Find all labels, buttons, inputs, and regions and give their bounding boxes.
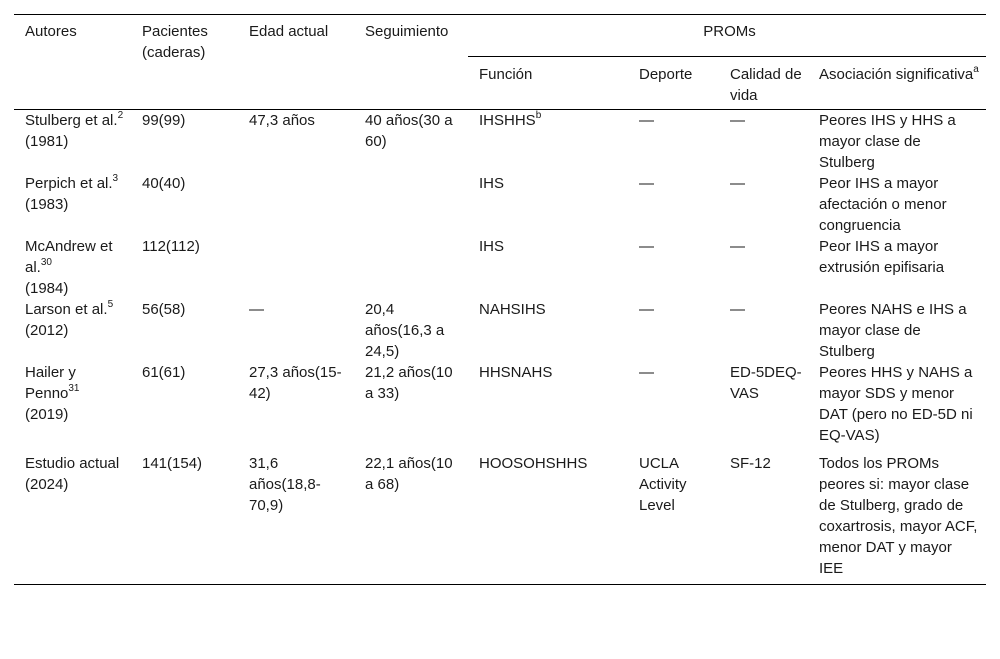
footnote-marker: a: [973, 64, 979, 75]
table-container: [14, 14, 986, 585]
header-edad: Edad actual: [249, 23, 329, 40]
cell-funcion: [468, 299, 628, 362]
cell-calidad: —: [730, 175, 745, 192]
cell-seguimiento: [354, 173, 468, 236]
cell-pacientes: 141(154): [142, 455, 203, 472]
reference-marker: 30: [40, 257, 52, 268]
cell-seguimiento: [354, 236, 468, 299]
funcion-text: NAHSIHS: [479, 301, 546, 318]
cell-funcion: [468, 110, 628, 174]
cell-calidad: —: [730, 301, 745, 318]
footnote-marker: b: [535, 110, 542, 121]
cell-pacientes: 40(40): [142, 175, 186, 192]
cell-edad: [238, 236, 354, 299]
funcion-text: HHSNAHS: [479, 364, 553, 381]
cell-autor: [14, 173, 131, 236]
cell-seguimiento: 40 años(30 a 60): [365, 112, 453, 150]
cell-deporte: —: [639, 364, 654, 381]
cell-autor: [14, 110, 131, 174]
header-asociacion-text: Asociación significativa: [819, 66, 974, 83]
table-row: [14, 299, 986, 362]
cell-autor: [14, 299, 131, 362]
reference-marker: 31: [68, 383, 80, 394]
autor-year: (2012): [25, 322, 69, 339]
funcion-text: IHS: [479, 238, 505, 255]
table-row: [14, 236, 986, 299]
cell-deporte: UCLA Activity Level: [639, 455, 687, 514]
cell-seguimiento: 22,1 años(10 a 68): [365, 455, 453, 493]
cell-calidad: ED-5DEQ-VAS: [730, 364, 802, 402]
table-row: [14, 446, 986, 585]
reference-marker: 3: [112, 173, 119, 184]
cell-autor: [14, 362, 131, 446]
cell-asociacion: Peores HHS y NAHS a mayor SDS y menor DAT (pero no ED-5D ni EQ-VAS): [819, 364, 973, 444]
cell-edad: 31,6 años(18,8-70,9): [249, 455, 321, 514]
header-autores: Autores: [25, 23, 77, 40]
cell-funcion: [468, 362, 628, 446]
autor-year: (1981): [25, 133, 69, 150]
cell-funcion: [468, 446, 628, 585]
reference-marker: 2: [117, 110, 124, 121]
table-row: [14, 362, 986, 446]
cell-deporte: —: [639, 112, 654, 129]
autor-year: (2019): [25, 406, 69, 423]
autor-year: (1983): [25, 196, 69, 213]
cell-autor: [14, 236, 131, 299]
table-body: [14, 110, 986, 585]
cell-seguimiento: 20,4 años(16,3 a 24,5): [365, 301, 445, 360]
cell-funcion: [468, 236, 628, 299]
cell-pacientes: 99(99): [142, 112, 186, 129]
header-funcion: Función: [479, 66, 533, 83]
proms-table: [14, 14, 986, 585]
autor-year: (1984): [25, 280, 69, 297]
reference-marker: 5: [107, 299, 114, 310]
cell-seguimiento: 21,2 años(10 a 33): [365, 364, 453, 402]
cell-calidad: —: [730, 238, 745, 255]
cell-edad: 47,3 años: [249, 112, 315, 129]
cell-asociacion: Peor IHS a mayor extrusión epifisaria: [819, 238, 945, 276]
cell-pacientes: 112(112): [142, 238, 200, 255]
cell-edad: [238, 173, 354, 236]
autor-name: Stulberg et al.: [25, 112, 118, 129]
cell-asociacion: Peores NAHS e IHS a mayor clase de Stulberg: [819, 301, 967, 360]
cell-asociacion: Peores IHS y HHS a mayor clase de Stulberg: [819, 112, 956, 171]
header-pacientes: Pacientes (caderas): [142, 23, 208, 61]
funcion-text: HOOSOHSHHS: [479, 455, 588, 472]
cell-deporte: —: [639, 301, 654, 318]
autor-name: Estudio actual: [25, 455, 120, 472]
funcion-text: IHS: [479, 175, 505, 192]
table-header: [14, 15, 986, 110]
cell-edad: 27,3 años(15-42): [249, 364, 342, 402]
table-row: [14, 173, 986, 236]
cell-asociacion: Peor IHS a mayor afectación o menor congruencia: [819, 175, 947, 234]
cell-funcion: [468, 173, 628, 236]
funcion-text: IHSHHS: [479, 112, 536, 129]
header-asociacion: [808, 57, 986, 110]
cell-autor: [14, 446, 131, 585]
cell-asociacion: Todos los PROMs peores si: mayor clase de Stulberg, grado de coxartrosis, mayor ACF, menor DAT y mayor IEE: [819, 455, 978, 577]
autor-name: Perpich et al.: [25, 175, 113, 192]
cell-pacientes: 61(61): [142, 364, 186, 381]
header-deporte: Deporte: [639, 66, 693, 83]
autor-name: Hailer y Penno: [25, 364, 76, 402]
cell-deporte: —: [639, 238, 654, 255]
cell-edad: —: [249, 301, 264, 318]
cell-calidad: —: [730, 112, 745, 129]
table-row: [14, 110, 986, 174]
autor-name: McAndrew et al.: [25, 238, 113, 276]
header-calidad: Calidad de vida: [730, 66, 802, 104]
cell-pacientes: 56(58): [142, 301, 186, 318]
header-seguimiento: Seguimiento: [365, 23, 449, 40]
cell-deporte: —: [639, 175, 654, 192]
autor-name: Larson et al.: [25, 301, 108, 318]
autor-year: (2024): [25, 476, 69, 493]
cell-calidad: SF-12: [730, 455, 771, 472]
header-proms: PROMs: [468, 15, 986, 57]
